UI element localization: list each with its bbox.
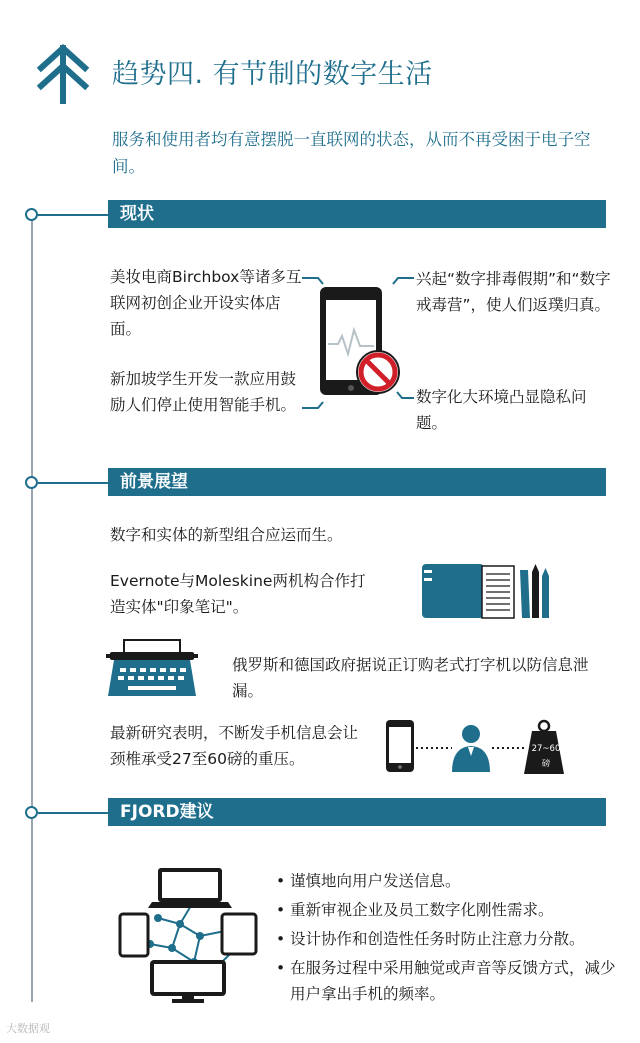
- list-item: • 在服务过程中采用触觉或声音等反馈方式，减少用户拿出手机的频率。: [276, 955, 616, 1007]
- section-connector: [38, 812, 108, 814]
- timeline-node: [25, 806, 38, 819]
- timeline-line: [31, 212, 33, 1002]
- list-item: • 谨慎地向用户发送信息。: [276, 868, 616, 894]
- timeline-node: [25, 208, 38, 221]
- page-subtitle: 服务和使用者均有意摆脱一直联网的状态，从而不再受困于电子空间。: [112, 130, 591, 176]
- current-right-bottom: 数字化大环境凸显隐私问题。: [416, 388, 587, 432]
- timeline-node: [25, 476, 38, 489]
- section-heading-current: 现状: [108, 200, 606, 228]
- list-item: • 重新审视企业及员工数字化刚性需求。: [276, 897, 616, 923]
- outlook-neck-text: 最新研究表明，不断发手机信息会让颈椎承受27至60磅的重压。: [110, 724, 359, 768]
- current-right-top: 兴起“数字排毒假期”和“数字戒毒营”，使人们返璞归真。: [416, 270, 611, 314]
- outlook-intro: 数字和实体的新型组合应运而生。: [110, 526, 343, 544]
- section-connector: [38, 482, 108, 484]
- section-heading-outlook: 前景展望: [108, 468, 606, 496]
- arrow-up-split-icon: [36, 42, 90, 104]
- section-heading-advice: FJORD建议: [108, 798, 606, 826]
- page-title: 趋势四. 有节制的数字生活: [112, 59, 433, 90]
- advice-list: [276, 868, 616, 1010]
- weight-label: 27~60: [531, 744, 561, 754]
- outlook-notebook-text: Evernote与Moleskine两机构合作打造实体"印象笔记"。: [110, 572, 366, 616]
- section-connector: [38, 214, 108, 216]
- outlook-typewriter-text: 俄罗斯和德国政府据说正订购老式打字机以防信息泄漏。: [232, 656, 589, 700]
- connected-devices-icon: [110, 864, 270, 1006]
- phone-no-signal-icon: [318, 284, 404, 404]
- notebook-pens-icon: [418, 560, 558, 628]
- current-left-top: 美妆电商Birchbox等诸多互联网初创企业开设实体店面。: [110, 268, 302, 338]
- watermark: 大数据观: [6, 1022, 50, 1035]
- list-item: • 设计协作和创造性任务时防止注意力分散。: [276, 926, 616, 952]
- typewriter-icon: [104, 636, 200, 702]
- weight-unit: 磅: [541, 759, 551, 769]
- current-left-bottom: 新加坡学生开发一款应用鼓励人们停止使用智能手机。: [110, 370, 297, 414]
